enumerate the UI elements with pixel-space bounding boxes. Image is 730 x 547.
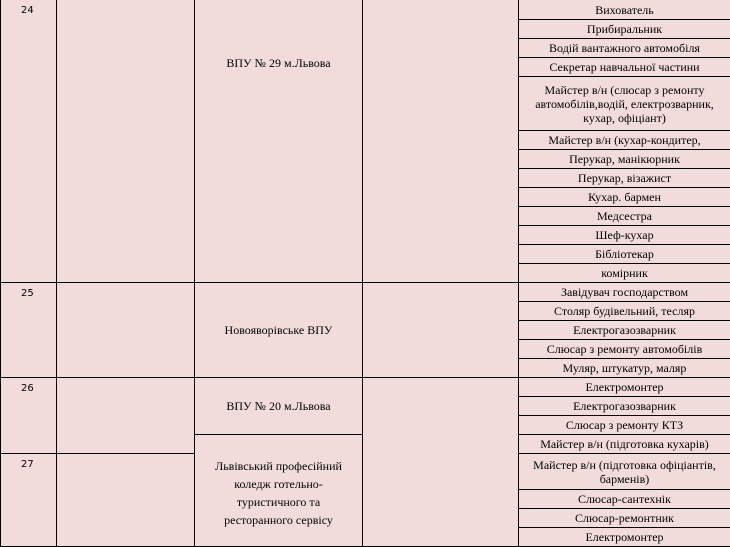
profession-cell: Електромонтер xyxy=(519,528,730,547)
empty-cell xyxy=(363,0,519,283)
profession-cell: Перукар, візажист xyxy=(519,169,730,188)
institution-name: ВПУ № 29 м.Львова xyxy=(195,0,363,283)
profession-cell: Кухар. бармен xyxy=(519,188,730,207)
table-row xyxy=(1,283,730,302)
row-number: 25 xyxy=(1,283,57,378)
profession-cell: Майстер в/н (підготовка кухарів) xyxy=(519,435,730,454)
profession-cell: Майстер в/н (слюсар з ремонту автомобілів,водій, електрозварник, кухар, офіціант) xyxy=(519,77,730,131)
profession-cell: Електрогазозварник xyxy=(519,397,730,416)
empty-cell xyxy=(363,378,519,547)
empty-cell xyxy=(57,0,195,283)
table-row xyxy=(1,0,730,20)
table-row xyxy=(1,378,730,397)
empty-cell xyxy=(363,283,519,378)
institution-name: Львівський професійний коледж готельно-туристичного та ресторанного сервісу xyxy=(195,435,363,547)
profession-cell: Прибиральник xyxy=(519,20,730,39)
profession-cell: Вихователь xyxy=(519,0,730,20)
row-number: 24 xyxy=(1,0,57,283)
profession-cell: Слюсар з ремонту автомобілів xyxy=(519,340,730,359)
profession-cell: Секретар навчальної частини xyxy=(519,58,730,77)
profession-cell: Завідувач господарством xyxy=(519,283,730,302)
profession-cell: комірник xyxy=(519,264,730,283)
empty-cell xyxy=(57,454,195,547)
row-number: 26 xyxy=(1,378,57,454)
profession-cell: Електромонтер xyxy=(519,378,730,397)
empty-cell xyxy=(57,283,195,378)
profession-cell: Слюсар-сантехнік xyxy=(519,490,730,509)
profession-cell: Перукар, манікюрник xyxy=(519,150,730,169)
profession-cell: Слюсар-ремонтник xyxy=(519,509,730,528)
profession-cell: Водій вантажного автомобіля xyxy=(519,39,730,58)
profession-cell: Шеф-кухар xyxy=(519,226,730,245)
profession-cell: Бібліотекар xyxy=(519,245,730,264)
profession-cell: Майстер в/н (підготовка офіціантів, барменів) xyxy=(519,454,730,490)
profession-cell: Слюсар з ремонту КТЗ xyxy=(519,416,730,435)
profession-cell: Електрогазозварник xyxy=(519,321,730,340)
institution-name: ВПУ № 20 м.Львова xyxy=(195,378,363,435)
profession-cell: Муляр, штукатур, маляр xyxy=(519,359,730,378)
profession-cell: Столяр будівельний, тесляр xyxy=(519,302,730,321)
profession-cell: Майстер в/н (кухар-кондитер, xyxy=(519,131,730,150)
institution-name: Новояворівське ВПУ xyxy=(195,283,363,378)
empty-cell xyxy=(57,378,195,454)
profession-cell: Медсестра xyxy=(519,207,730,226)
row-number: 27 xyxy=(1,454,57,547)
